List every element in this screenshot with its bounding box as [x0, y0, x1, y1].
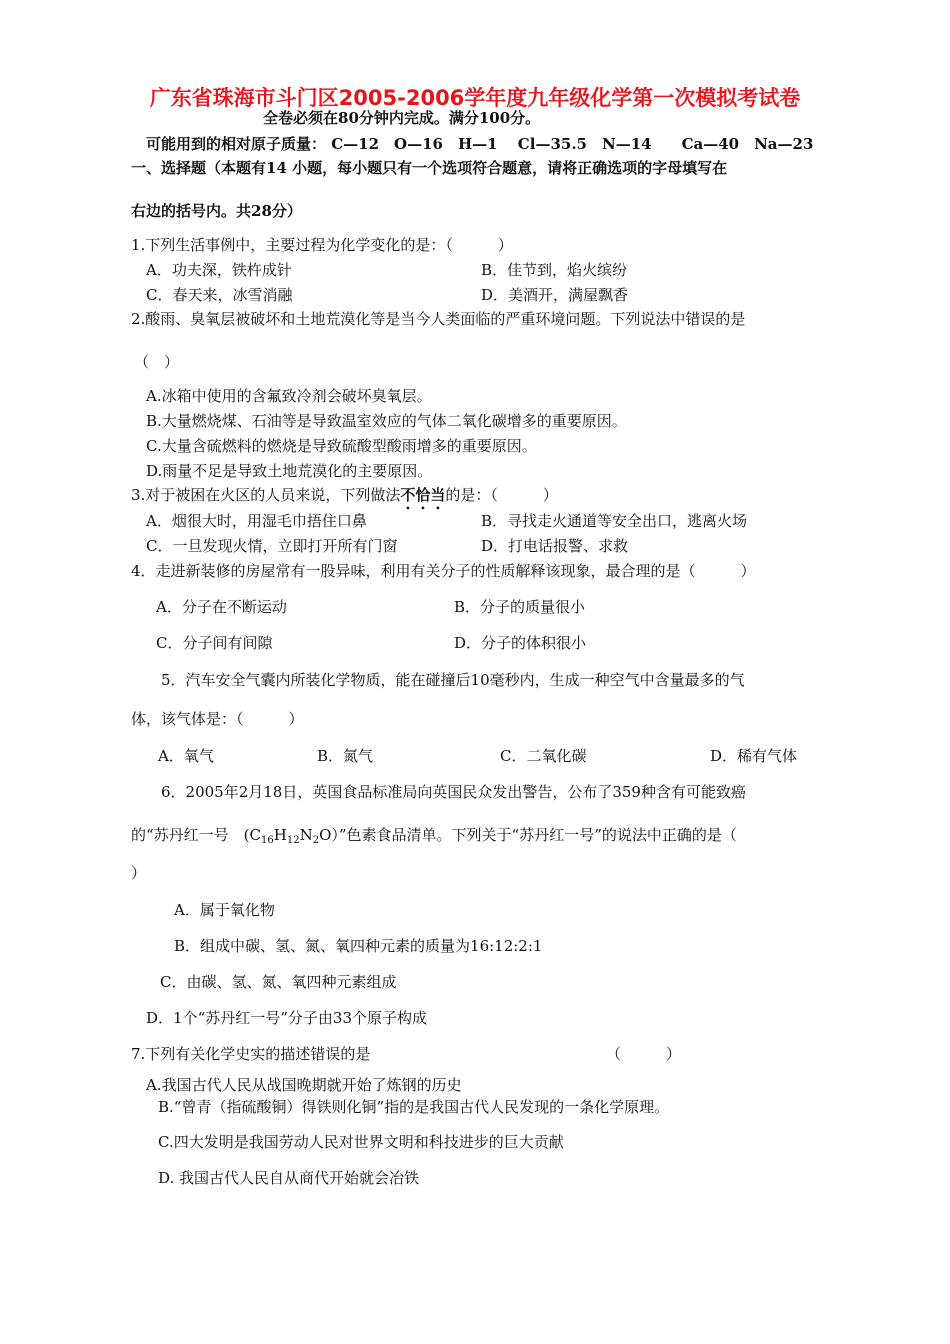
question-4-option-b: B．分子的质量很小 — [454, 598, 586, 616]
question-7-stem: 7.下列有关化学史实的描述错误的是 — [131, 1045, 371, 1063]
question-2-option-d: D.雨量不足是导致土地荒漠化的主要原因。 — [146, 462, 433, 480]
question-5-option-d: D．稀有气体 — [710, 747, 798, 765]
formula-subscript-h: 12 — [286, 835, 300, 846]
formula-h: H — [273, 826, 287, 844]
question-3-emphasis: 不恰当 — [400, 486, 446, 504]
question-5-option-b: B．氮气 — [317, 747, 374, 765]
question-6-text-post: O）”色素食品清单。下列关于“苏丹红一号”的说法中正确的是（ — [319, 826, 737, 844]
question-3-option-a: A．烟很大时，用湿毛巾捂住口鼻 — [146, 512, 367, 530]
question-1-option-d: D．美酒开，满屋飘香 — [481, 286, 629, 304]
question-4-option-d: D．分子的体积很小 — [454, 634, 587, 652]
section-heading-cont: 右边的括号内。共28分） — [131, 202, 302, 220]
question-5-stem: 5．汽车安全气囊内所装化学物质，能在碰撞后10毫秒内，生成一种空气中含量最多的气 — [161, 671, 745, 689]
atomic-mass-line: 可能用到的相对原子质量： C—12 O—16 H—1 Cl—35.5 N—14 Ca—40 Na—23 — [146, 135, 814, 153]
question-2-option-a: A.冰箱中使用的含氟致冷剂会破坏臭氧层。 — [146, 387, 432, 405]
page-title: 广东省珠海市斗门区2005-2006学年度九年级化学第一次模拟考试卷 — [149, 86, 801, 110]
question-4-option-a: A．分子在不断运动 — [156, 598, 287, 616]
question-6-text-pre: 的“苏丹红一号 (C — [131, 826, 261, 844]
question-2-answer-paren: （ ） — [134, 353, 180, 371]
question-3-option-d: D．打电话报警、求救 — [481, 537, 629, 555]
formula-subscript-n: 2 — [312, 835, 320, 846]
question-3-stem-pre: 3.对于被困在火区的人员来说，下列做法 — [131, 486, 401, 504]
question-6-option-a: A．属于氧化物 — [174, 901, 275, 919]
question-2-option-c: C.大量含硫燃料的燃烧是导致硫酸型酸雨增多的重要原因。 — [146, 437, 537, 455]
question-7-option-a: A.我国古代人民从战国晚期就开始了炼钢的历史 — [146, 1076, 462, 1094]
question-1-option-a: A．功夫深，铁杵成针 — [146, 261, 292, 279]
question-6-stem: 6．2005年2月18日，英国食品标准局向英国民众发出警告，公布了359种含有可能致癌 — [161, 783, 746, 801]
time-note: 全卷必须在80分钟内完成。满分100分。 — [263, 109, 541, 127]
formula-n: N — [299, 826, 313, 844]
question-6-option-b: B．组成中碳、氢、氮、氧四种元素的质量为16:12:2:1 — [174, 937, 543, 955]
question-6-stem-cont — [131, 825, 737, 851]
question-1-option-c: C．春天来，冰雪消融 — [146, 286, 293, 304]
question-7-option-d: D. 我国古代人民自从商代开始就会冶铁 — [158, 1169, 420, 1187]
question-5-stem-cont: 体，该气体是：（ ） — [131, 710, 304, 728]
question-6-stem-end: ） — [131, 864, 147, 882]
question-3-stem — [131, 485, 558, 513]
question-6-option-c: C．由碳、氢、氮、氧四种元素组成 — [160, 973, 397, 991]
question-5-option-c: C．二氧化碳 — [500, 747, 587, 765]
question-3-stem-post: 的是：（ ） — [445, 486, 558, 504]
question-1-option-b: B．佳节到，焰火缤纷 — [481, 261, 628, 279]
question-6-option-d: D．1个“苏丹红一号”分子由33个原子构成 — [146, 1009, 427, 1027]
question-3-option-b: B．寻找走火通道等安全出口，逃离火场 — [481, 512, 748, 530]
question-1-stem: 1.下列生活事例中，主要过程为化学变化的是：（ ） — [131, 236, 513, 254]
question-5-option-a: A．氧气 — [158, 747, 214, 765]
question-7-option-c: C.四大发明是我国劳动人民对世界文明和科技进步的巨大贡献 — [158, 1133, 564, 1151]
formula-subscript-c: 16 — [261, 835, 274, 846]
section-heading: 一、选择题（本题有14 小题，每小题只有一个选项符合题意，请将正确选项的字母填写在 — [131, 159, 728, 177]
question-4-option-c: C．分子间有间隙 — [156, 634, 273, 652]
question-2-stem: 2.酸雨、臭氧层被破坏和土地荒漠化等是当今人类面临的严重环境问题。下列说法中错误的是 — [131, 310, 746, 328]
question-7-option-b: B.“曾青（指硫酸铜）得铁则化铜”指的是我国古代人民发现的一条化学原理。 — [158, 1098, 670, 1116]
question-3-option-c: C．一旦发现火情，立即打开所有门窗 — [146, 537, 398, 555]
question-4-stem: 4．走进新装修的房屋常有一股异味，利用有关分子的性质解释该现象，最合理的是（ ） — [131, 562, 756, 580]
question-2-option-b: B.大量燃烧煤、石油等是导致温室效应的气体二氧化碳增多的重要原因。 — [146, 412, 627, 430]
question-7-answer-paren: （ ） — [606, 1045, 682, 1063]
